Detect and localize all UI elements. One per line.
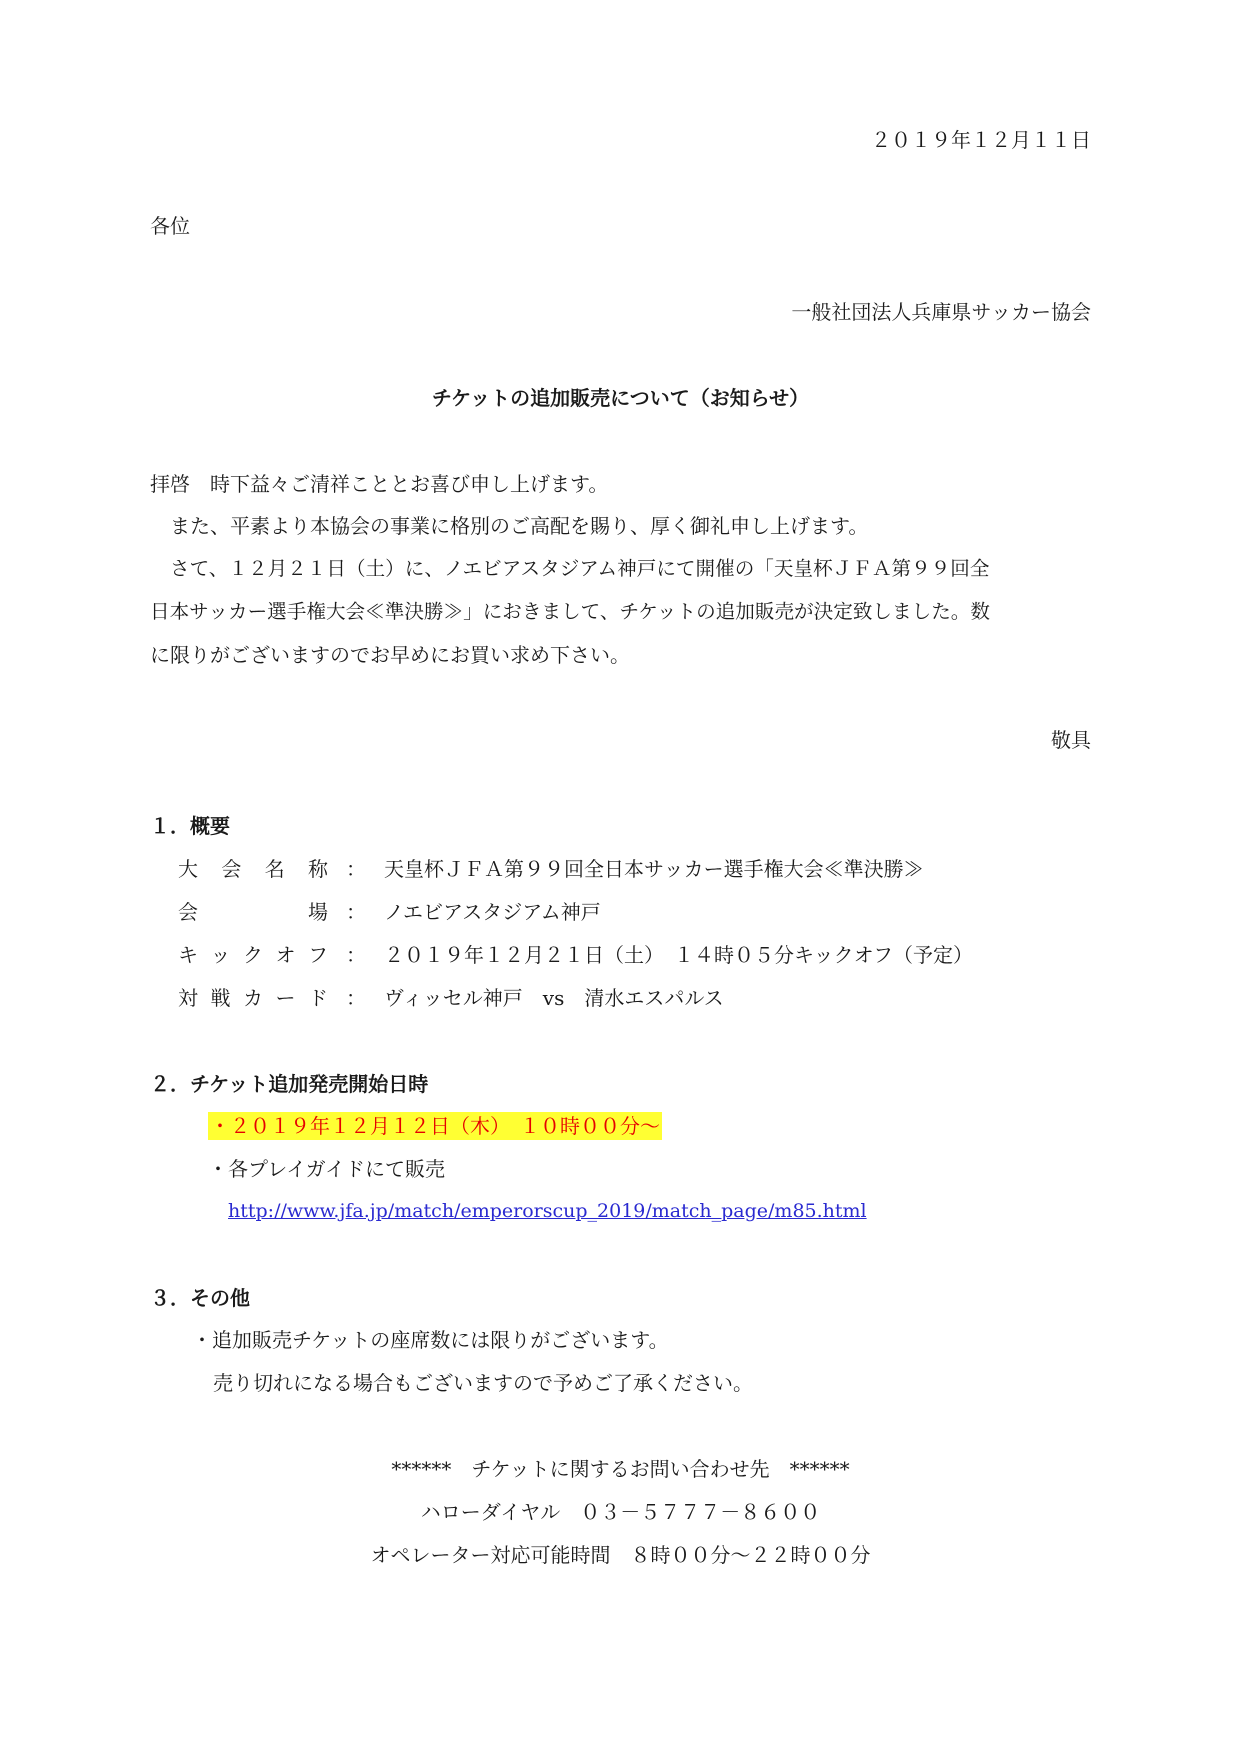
section1-heading: １．概要 (150, 814, 230, 838)
row-label: 大 会 名 称 (178, 857, 328, 881)
body-paragraph-3-line2: 日本サッカー選手権大会≪準決勝≫」におきまして、チケットの追加販売が決定致しました。数 (150, 600, 990, 623)
other-note-line2: 売り切れになる場合もございますので予めご了承ください。 (213, 1371, 753, 1395)
row-value: ノエビアスタジアム神戸 (384, 900, 601, 924)
section2-heading: ２．チケット追加発売開始日時 (150, 1072, 429, 1096)
contact-hours: オペレーター対応可能時間 ８時００分～２２時００分 (370, 1543, 871, 1567)
row-colon: ： (346, 857, 366, 881)
row-value: ヴィッセル神戸 vs 清水エスパルス (384, 986, 724, 1010)
body-paragraph-2: また、平素より本協会の事業に格別のご高配を賜り、厚く御礼申し上げます。 (170, 514, 869, 538)
body-paragraph-3-line1: さて、１２月２１日（土）に、ノエビアスタジアム神戸にて開催の「天皇杯ＪＦＡ第９９回全 (170, 557, 990, 580)
overview-row-kickoff (178, 945, 973, 965)
row-colon: ： (346, 986, 366, 1010)
play-guide-item: ・各プレイガイドにて販売 (208, 1157, 445, 1181)
greeting-paragraph: 拝啓 時下益々ご清祥こととお喜び申し上げます。 (150, 472, 609, 496)
addressee: 各位 (150, 214, 190, 238)
other-note-line1: ・追加販売チケットの座席数には限りがございます。 (192, 1328, 669, 1352)
body-paragraph-3-line3: に限りがございますのでお早めにお買い求め下さい。 (150, 643, 630, 667)
row-label: キ ッ ク オ フ (178, 943, 328, 967)
overview-row-event-name (178, 859, 924, 879)
ticket-url-link[interactable]: http://www.jfa.jp/match/emperorscup_2019/match_page/m85.html (228, 1200, 867, 1222)
document-date: ２０１９年１２月１１日 (871, 128, 1091, 152)
sender-organization: 一般社団法人兵庫県サッカー協会 (791, 300, 1091, 324)
row-value: ２０１９年１２月２１日（土） １４時０５分キックオフ（予定） (384, 943, 973, 967)
row-colon: ： (346, 900, 366, 924)
closing-word: 敬具 (1051, 728, 1091, 752)
section3-heading: ３．その他 (150, 1286, 250, 1310)
row-label: 対 戦 カ ー ド (178, 986, 328, 1010)
document-title: チケットの追加販売について（お知らせ） (431, 386, 810, 410)
sale-start-datetime (208, 1116, 662, 1136)
ticket-url (228, 1202, 867, 1221)
contact-header: ****** チケットに関するお問い合わせ先 ****** (391, 1457, 850, 1481)
row-value: 天皇杯ＪＦＡ第９９回全日本サッカー選手権大会≪準決勝≫ (384, 857, 924, 881)
row-colon: ： (346, 943, 366, 967)
row-label: 会 場 (178, 900, 328, 924)
overview-row-matchup (178, 988, 724, 1008)
highlighted-sale-date: ・２０１９年１２月１２日（木） １０時００分～ (210, 1114, 660, 1138)
contact-phone: ハローダイヤル ０３－５７７７－８６００ (420, 1500, 821, 1524)
overview-row-venue (178, 902, 601, 922)
